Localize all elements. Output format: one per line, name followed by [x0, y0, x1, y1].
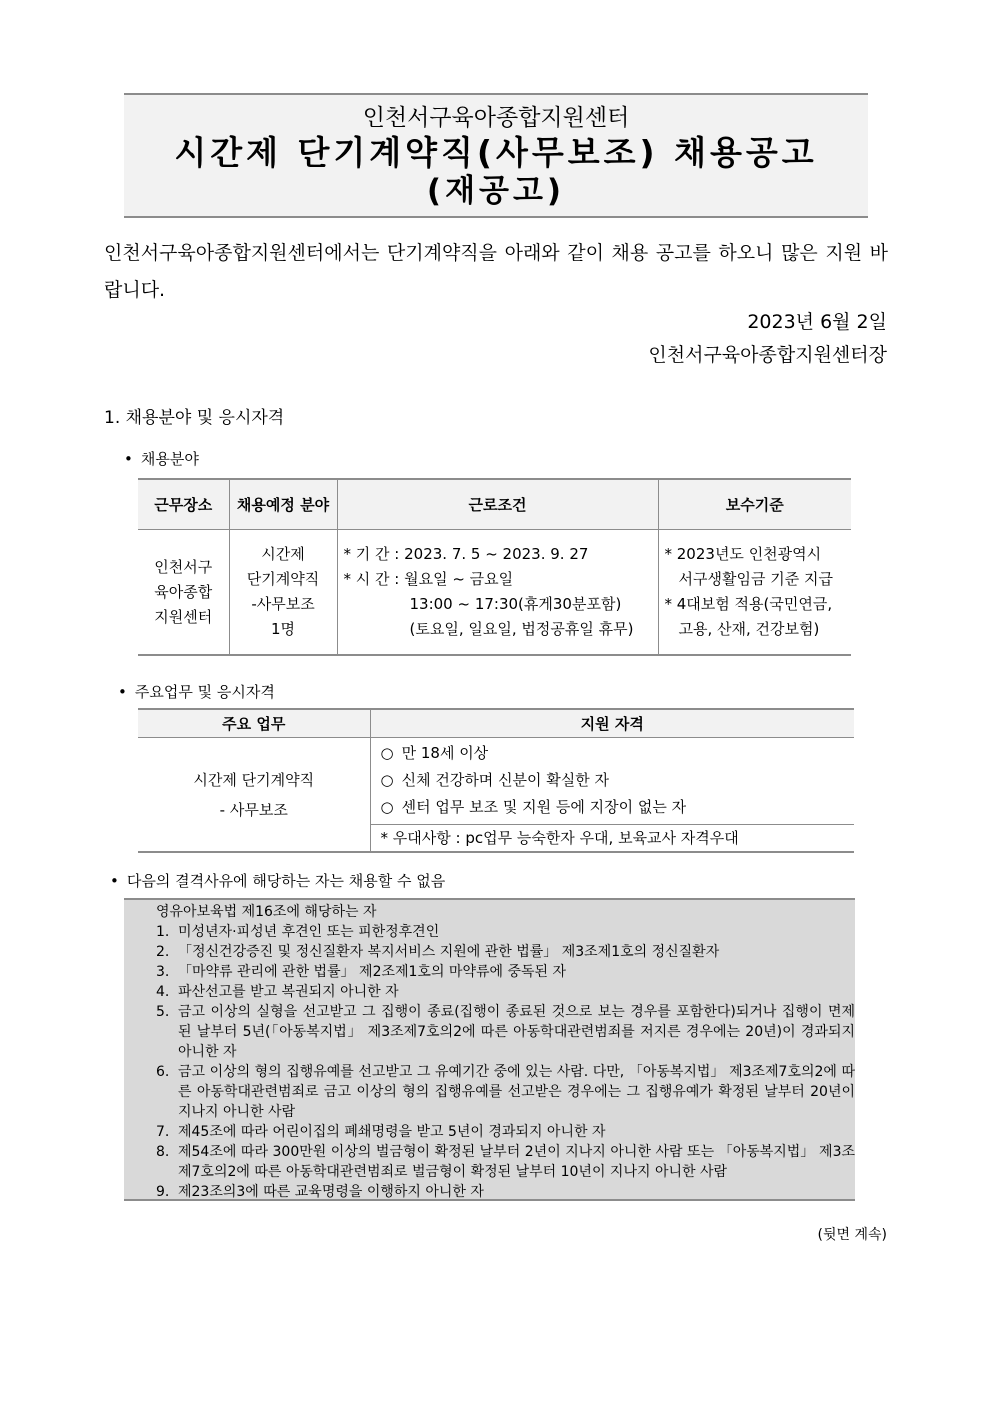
table-row: [138, 738, 854, 825]
qualification-item: ○ 만 18세 이상: [381, 740, 855, 767]
list-item-text: 「마약류 관리에 관한 법률」 제2조제1호의 마약류에 중독된 자: [178, 964, 567, 980]
section-title: 1. 채용분야 및 응시자격: [104, 408, 285, 428]
disqualification-heading: 영유아보육법 제16조에 해당하는 자: [156, 904, 377, 920]
cell-qualifications: [370, 738, 854, 825]
bullet-field: • 채용분야: [124, 450, 199, 468]
circle-icon: ○: [380, 744, 394, 762]
preference-note: * 우대사항 : pc업무 능숙한자 우대, 보육교사 자격우대: [370, 825, 854, 853]
list-item-text: 제23조의3에 따른 교육명령을 이행하지 아니한 자: [178, 1184, 484, 1200]
list-item-number: 7.: [156, 1124, 170, 1140]
org-name: 인천서구육아종합지원센터: [362, 105, 630, 131]
recruit-table: [138, 478, 851, 656]
list-item: [156, 982, 855, 1002]
title-box: [124, 93, 868, 218]
circle-icon: ○: [380, 771, 394, 789]
list-item: [156, 1062, 855, 1122]
continued-note: (뒷면 계속): [817, 1227, 887, 1243]
table-row: [138, 530, 851, 656]
cell-conditions: * 기 간 : 2023. 7. 5 ~ 2023. 9. 27 * 시 간 : 월요일 ~ 금요일 13:00 ~ 17:30(휴게30분포함) (토요일, 일요일, 법정공휴일 휴무): [337, 530, 658, 656]
signatory: 인천서구육아종합지원센터장: [648, 344, 887, 366]
list-item: [156, 922, 855, 942]
header-place: 근무장소: [138, 479, 229, 530]
header-qualifications: 지원 자격: [370, 709, 854, 738]
list-item: [156, 962, 855, 982]
bullet-duties: • 주요업무 및 응시자격: [118, 683, 275, 701]
circle-icon: ○: [380, 798, 394, 816]
list-item-text: 금고 이상의 실형을 선고받고 그 집행이 종료(집행이 종료된 것으로 보는 경우를 포함한다)되거나 집행이 면제된 날부터 5년(「아동복지법」 제3조제7호의2에 따른 아동학대관련범죄를 저지른 경우에는 20년)이 경과되지 아니한 자: [178, 1004, 855, 1060]
list-item-text: 제45조에 따라 어린이집의 폐쇄명령을 받고 5년이 경과되지 아니한 자: [178, 1124, 606, 1140]
announcement-date: 2023년 6월 2일: [747, 311, 887, 333]
page-title: 시간제 단기계약직(사무보조) 채용공고: [174, 133, 818, 172]
list-item-number: 3.: [156, 964, 170, 980]
list-item-text: 「정신건강증진 및 정신질환자 복지서비스 지원에 관한 법률」 제3조제1호의 정신질환자: [178, 944, 720, 960]
list-item-number: 6.: [156, 1064, 170, 1080]
bullet-duties-label: 주요업무 및 응시자격: [134, 683, 275, 701]
bullet-disqualification-label: 다음의 결격사유에 해당하는 자는 채용할 수 없음: [126, 872, 446, 890]
header-conditions: 근로조건: [337, 479, 658, 530]
list-item: [156, 1122, 855, 1142]
list-item: [156, 1182, 855, 1201]
list-item: [156, 942, 855, 962]
list-item-text: 금고 이상의 형의 집행유예를 선고받고 그 유예기간 중에 있는 사람. 다만, 「아동복지법」 제3조제7호의2에 따른 아동학대관련범죄로 금고 이상의 형의 집행유예를 선고받은 경우에는 그 집행유예가 확정된 날부터 20년이 지나지 아니한 사람: [178, 1064, 855, 1120]
qualification-item: ○ 센터 업무 보조 및 지원 등에 지장이 없는 자: [381, 794, 855, 821]
header-duty: 주요 업무: [138, 709, 370, 738]
cell-pay: * 2023년도 인천광역시 서구생활임금 기준 지급 * 4대보험 적용(국민연금, 고용, 산재, 건강보험): [658, 530, 851, 656]
cell-place: 인천서구 육아종합 지원센터: [138, 530, 229, 656]
bullet-field-label: 채용분야: [140, 450, 199, 468]
list-item-number: 1.: [156, 924, 170, 940]
cell-duty: 시간제 단기계약직 - 사무보조: [138, 738, 370, 853]
list-item-text: 파산선고를 받고 복권되지 아니한 자: [178, 984, 399, 1000]
list-item: [156, 1142, 855, 1182]
header-pay: 보수기준: [658, 479, 851, 530]
intro-paragraph: 인천서구육아종합지원센터에서는 단기계약직을 아래와 같이 채용 공고를 하오니 많은 지원 바랍니다.: [104, 242, 888, 301]
list-item-number: 9.: [156, 1184, 170, 1200]
list-item-number: 8.: [156, 1144, 170, 1160]
list-item-number: 5.: [156, 1004, 170, 1020]
list-item-text: 제54조에 따라 300만원 이상의 벌금형이 확정된 날부터 2년이 지나지 아니한 사람 또는 「아동복지법」 제3조제7호의2에 따른 아동학대관련범죄로 벌금형이 확정된 날부터 10년이 지나지 아니한 사람: [178, 1144, 855, 1180]
cell-field: 시간제 단기계약직 -사무보조 1명: [229, 530, 337, 656]
bullet-disqualification: • 다음의 결격사유에 해당하는 자는 채용할 수 없음: [110, 872, 446, 890]
list-item-number: 2.: [156, 944, 170, 960]
page-subtitle: (재공고): [426, 173, 566, 209]
list-item-number: 4.: [156, 984, 170, 1000]
disqualification-list: [156, 922, 855, 1201]
qualification-item: ○ 신체 건강하며 신분이 확실한 자: [381, 767, 855, 794]
disqualification-box: [124, 898, 855, 1201]
list-item: [156, 1002, 855, 1062]
duties-table: [138, 708, 854, 853]
list-item-text: 미성년자·피성년 후견인 또는 피한정후견인: [178, 924, 440, 940]
header-field: 채용예정 분야: [229, 479, 337, 530]
